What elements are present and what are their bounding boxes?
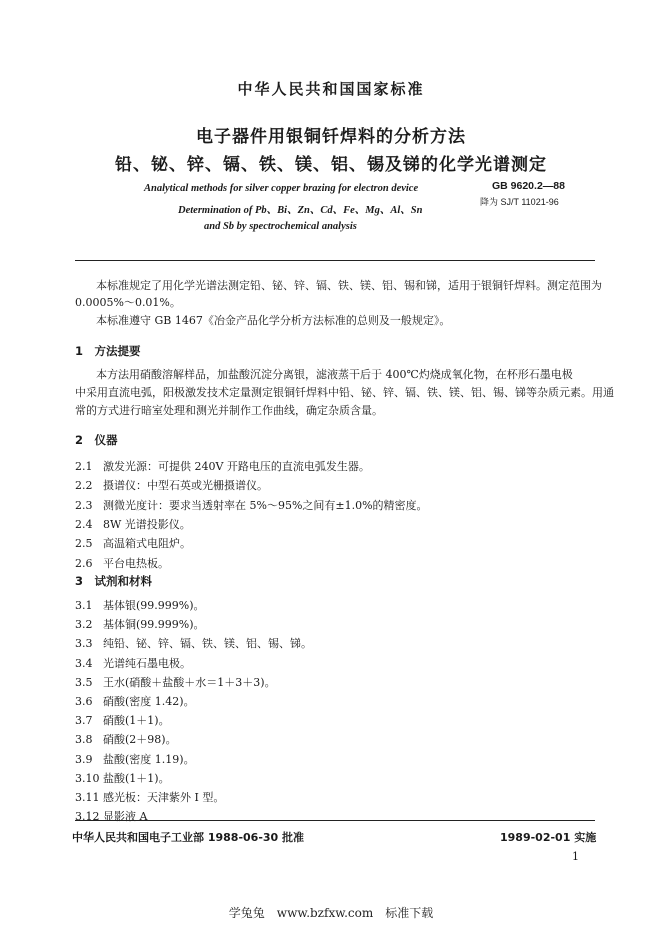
list-item (75, 789, 224, 805)
english-title-line1: Analytical methods for silver copper brazing for electron device (144, 183, 419, 194)
item-text: 盐酸(密度 1.19)。 (103, 752, 195, 766)
item-text: 感光板：天津紫外 I 型。 (103, 791, 225, 804)
intro-paragraph-line2: 0.0005%～0.01%。 (75, 296, 181, 309)
item-number: 3.9 (75, 752, 93, 766)
list-item (75, 655, 191, 671)
list-item (75, 535, 191, 551)
item-number: 3.11 (75, 791, 100, 804)
list-item (75, 458, 370, 474)
item-number: 2.6 (75, 556, 93, 570)
item-number: 2.3 (75, 498, 93, 512)
english-title-line3: and Sb by spectrochemical analysis (204, 221, 357, 232)
intro-paragraph-line1: 本标准规定了用化学光谱法测定铅、铋、锌、镉、铁、镁、铝、锡和锑，适用于银铜钎焊料。测定范围为 (96, 279, 602, 292)
item-number: 2.4 (75, 517, 93, 531)
section-1-heading: 1 方法提要 (75, 344, 141, 358)
standard-number: GB 9620.2—88 (492, 180, 565, 192)
item-text: 基体银(99.999%)。 (103, 599, 205, 612)
item-number: 2.5 (75, 537, 93, 551)
item-number: 3.4 (75, 656, 93, 670)
item-number: 3.3 (75, 637, 93, 651)
item-number: 3.5 (75, 675, 93, 689)
list-item (75, 731, 177, 747)
list-item (75, 808, 147, 824)
item-text: 硝酸(1＋1)。 (103, 714, 170, 728)
list-item (75, 597, 205, 613)
item-text: 纯铅、铋、锌、镉、铁、镁、铝、锡、锑。 (103, 637, 312, 651)
page-number: 1 (572, 850, 579, 863)
list-item (75, 635, 312, 651)
item-number: 3.2 (75, 618, 93, 632)
list-item (75, 693, 195, 709)
document-title-line2: 铅、铋、锌、镉、铁、镁、铝、锡及锑的化学光谱测定 (115, 155, 547, 175)
section-2-heading: 2 仪器 (75, 433, 118, 447)
standard-replacement-note: 降为 SJ/T 11021-96 (480, 197, 559, 207)
list-item (75, 616, 205, 632)
item-text: 显影液 A (103, 810, 148, 824)
item-text: 8W 光谱投影仪。 (103, 517, 191, 531)
item-number: 2.1 (75, 460, 93, 473)
section-1-line: 中采用直流电弧，阳极激发技术定量测定银铜钎焊料中铅、铋、锌、镉、铁、镁、铝、锡、锑等杂质元素。用通 (75, 386, 614, 399)
section-1-line: 常的方式进行暗室处理和测光并制作工作曲线，确定杂质含量。 (75, 404, 383, 417)
item-text: 测微光度计：要求当透射率在 5%～95%之间有±1.0%的精密度。 (103, 498, 428, 512)
section-1-line: 本方法用硝酸溶解样品，加盐酸沉淀分离银，滤液蒸干后于 400℃灼烧成氧化物，在杯形石墨电极 (96, 368, 573, 381)
item-text: 盐酸(1＋1)。 (103, 771, 170, 785)
item-text: 激发光源：可提供 240V 开路电压的直流电弧发生器。 (103, 460, 370, 473)
item-text: 摄谱仪：中型石英或光栅摄谱仪。 (103, 479, 268, 493)
item-text: 高温箱式电阻炉。 (103, 537, 191, 551)
site-footer-link[interactable]: 学兔兔 www.bzfxw.com 标准下载 (228, 906, 434, 920)
item-number: 3.1 (75, 599, 93, 612)
list-item (75, 497, 428, 513)
item-text: 光谱纯石墨电极。 (103, 656, 191, 670)
section-3-heading: 3 试剂和材料 (75, 574, 153, 588)
approval-note: 中华人民共和国电子工业部 1988-06-30 批准 (72, 831, 305, 844)
item-number: 3.8 (75, 733, 93, 747)
intro-paragraph-2: 本标准遵守 GB 1467《冶金产品化学分析方法标准的总则及一般规定》。 (96, 314, 451, 327)
item-text: 硝酸(2＋98)。 (103, 733, 177, 747)
list-item (75, 770, 170, 786)
footer-divider (75, 820, 595, 821)
implementation-date: 1989-02-01 实施 (500, 831, 597, 844)
item-text: 王水(硝酸＋盐酸＋水＝1＋3＋3)。 (103, 675, 276, 689)
list-item (75, 674, 276, 690)
list-item (75, 751, 195, 767)
item-text: 平台电热板。 (103, 556, 169, 570)
item-number: 3.10 (75, 771, 100, 785)
item-number: 2.2 (75, 479, 93, 493)
document-title-line1: 电子器件用银铜钎焊料的分析方法 (196, 127, 466, 147)
item-number: 3.12 (75, 810, 100, 824)
item-number: 3.7 (75, 714, 93, 728)
item-number: 3.6 (75, 695, 93, 708)
list-item (75, 712, 170, 728)
english-title-line2: Determination of Pb、Bi、Zn、Cd、Fe、Mg、Al、Sn (178, 205, 423, 216)
list-item (75, 516, 191, 532)
list-item (75, 555, 169, 571)
item-text: 硝酸(密度 1.42)。 (103, 695, 195, 708)
item-text: 基体铜(99.999%)。 (103, 618, 205, 632)
top-divider (75, 260, 595, 261)
list-item (75, 477, 268, 493)
national-standard-header: 中华人民共和国国家标准 (237, 80, 425, 98)
